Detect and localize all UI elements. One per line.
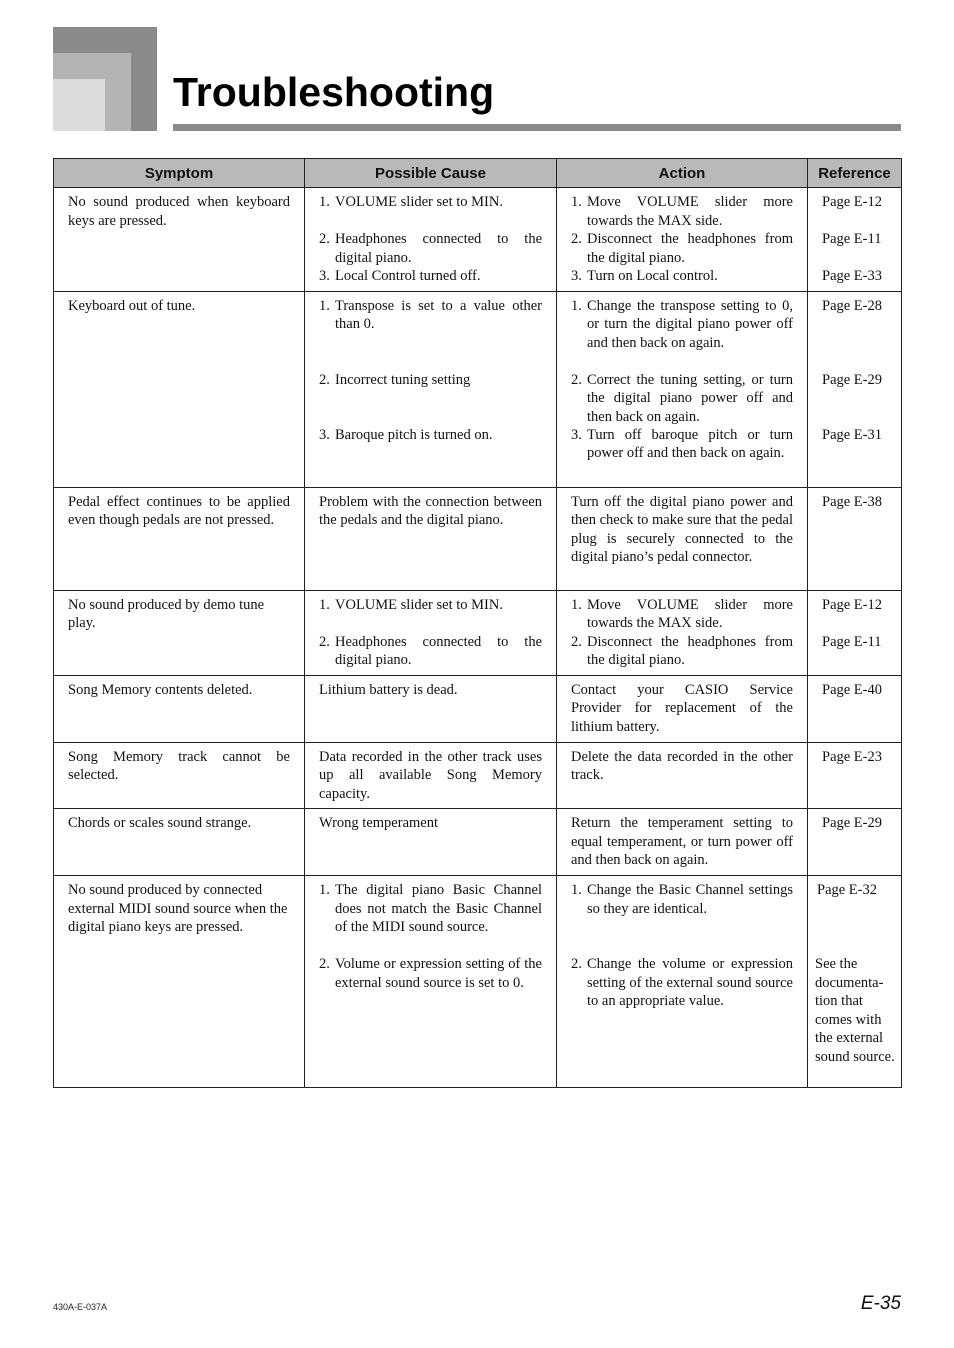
header-square-light (53, 79, 105, 131)
cause-item: 1. VOLUME slider set to MIN. (319, 596, 503, 613)
header-reference: Reference (808, 159, 902, 188)
symptom-cell: No sound produced by demo tune play. (54, 590, 305, 675)
title-rule (173, 124, 901, 131)
action-cell: Turn off the digital piano power and then check to make sure that the pedal plug is securely connected to the digital piano’s pedal connector. (557, 487, 808, 590)
action-item: 2. Correct the tuning setting, or turn the digital piano power off and then back on again. (571, 371, 793, 425)
reference-cell (808, 291, 902, 487)
action-item: 1. Change the Basic Channel settings so they are identical. (571, 882, 793, 917)
page-number: E-35 (860, 1293, 901, 1314)
reference-link: Page E-23 (822, 748, 882, 765)
reference-cell (808, 742, 902, 809)
action-item: 1. Move VOLUME slider more towards the MAX side. (571, 596, 793, 631)
action-cell (557, 188, 808, 292)
action-cell: Contact your CASIO Service Provider for replacement of the lithium battery. (557, 675, 808, 742)
action-item: 1. Move VOLUME slider more towards the MAX side. (571, 194, 793, 229)
action-cell (557, 590, 808, 675)
reference-link: Page E-12 (822, 596, 882, 613)
symptom-cell: Chords or scales sound strange. (54, 809, 305, 876)
table-row (54, 742, 902, 809)
reference-link: Page E-28 (822, 297, 882, 314)
reference-link: Page E-38 (822, 493, 882, 510)
action-item: 3. Turn on Local control. (571, 268, 718, 284)
reference-cell (808, 809, 902, 876)
action-item: 3. Turn off baroque pitch or turn power off and then back on again. (571, 426, 793, 461)
header-possible-cause: Possible Cause (305, 159, 557, 188)
reference-link: Page E-11 (822, 231, 882, 247)
table-row (54, 188, 902, 292)
reference-cell (808, 188, 902, 292)
troubleshooting-table (53, 158, 902, 1088)
cause-cell (305, 188, 557, 292)
cause-item: 2. Headphones connected to the digital piano. (319, 231, 542, 266)
cause-item: 1. Transpose is set to a value other than 0. (319, 297, 542, 332)
action-item: 2. Disconnect the headphones from the digital piano. (571, 231, 793, 266)
reference-note: See the documenta- tion that comes with the external sound source. (815, 956, 895, 1065)
cause-item: 1. The digital piano Basic Channel does not match the Basic Channel of the MIDI sound source. (319, 882, 542, 935)
reference-link: Page E-11 (822, 633, 882, 650)
action-item: 1. Change the transpose setting to 0, or turn the digital piano power off and then back on again. (571, 297, 793, 351)
symptom-cell: Song Memory track cannot be selected. (54, 742, 305, 809)
table-row (54, 809, 902, 876)
reference-link: Page E-29 (822, 371, 882, 388)
table-row (54, 487, 902, 590)
reference-link: Page E-31 (822, 426, 882, 443)
table-row (54, 675, 902, 742)
document-code: 430A-E-037A (53, 1302, 108, 1312)
cause-cell: Data recorded in the other track uses up all available Song Memory capacity. (305, 742, 557, 809)
action-cell: Delete the data recorded in the other track. (557, 742, 808, 809)
cause-item: 2. Incorrect tuning setting (319, 371, 471, 388)
action-item: 2. Disconnect the headphones from the digital piano. (571, 633, 793, 668)
table-row (54, 876, 902, 1088)
cause-item: 2. Headphones connected to the digital piano. (319, 633, 542, 668)
table-row (54, 291, 902, 487)
cause-cell (305, 590, 557, 675)
cause-cell (305, 876, 557, 1088)
reference-cell (808, 876, 902, 1088)
header-action: Action (557, 159, 808, 188)
action-cell (557, 876, 808, 1088)
cause-item: 3. Local Control turned off. (319, 268, 481, 284)
reference-cell (808, 675, 902, 742)
reference-cell (808, 590, 902, 675)
cause-cell (305, 291, 557, 487)
cause-cell: Wrong temperament (305, 809, 557, 876)
reference-link: Page E-12 (822, 194, 882, 210)
table-header-row (54, 159, 902, 188)
action-cell: Return the temperament setting to equal temperament, or turn power off and then back on again. (557, 809, 808, 876)
reference-link: Page E-33 (822, 268, 882, 284)
symptom-cell: No sound produced by connected external MIDI sound source when the digital piano keys are pressed. (54, 876, 305, 1088)
symptom-cell: Keyboard out of tune. (54, 291, 305, 487)
page-title: Troubleshooting (173, 69, 495, 115)
symptom-cell: Song Memory contents deleted. (54, 675, 305, 742)
reference-cell (808, 487, 902, 590)
reference-link: Page E-32 (817, 882, 877, 898)
action-cell (557, 291, 808, 487)
cause-cell: Lithium battery is dead. (305, 675, 557, 742)
reference-link: Page E-40 (822, 681, 882, 698)
cause-item: 2. Volume or expression setting of the external sound source is set to 0. (319, 956, 542, 991)
symptom-cell: Pedal effect continues to be applied even though pedals are not pressed. (54, 487, 305, 590)
table-row (54, 590, 902, 675)
reference-link: Page E-29 (822, 815, 882, 831)
cause-item: 3. Baroque pitch is turned on. (319, 426, 493, 443)
cause-cell: Problem with the connection between the pedals and the digital piano. (305, 487, 557, 590)
header-graphic (53, 27, 157, 131)
header-symptom: Symptom (54, 159, 305, 188)
action-item: 2. Change the volume or expression setting of the external sound source to an appropriate value. (571, 956, 793, 1009)
symptom-cell: No sound produced when keyboard keys are pressed. (54, 188, 305, 292)
cause-item: 1. VOLUME slider set to MIN. (319, 194, 503, 210)
